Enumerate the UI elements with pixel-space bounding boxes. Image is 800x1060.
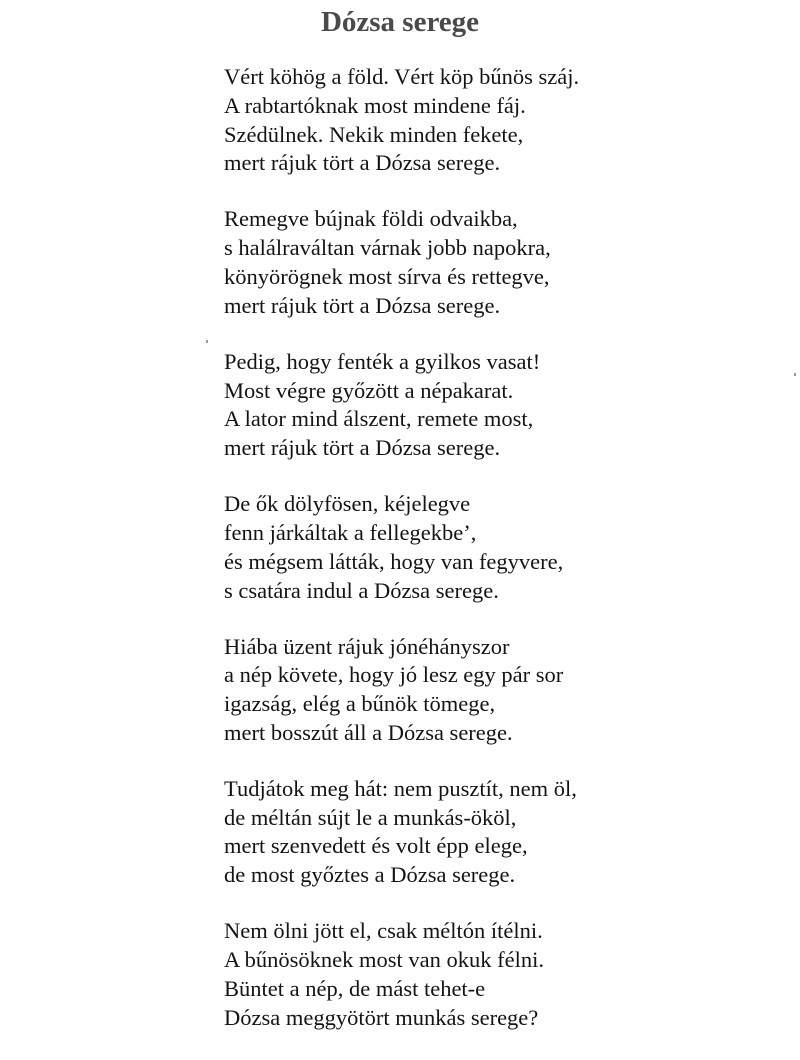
poem-line: mert rájuk tört a Dózsa serege.: [224, 150, 501, 176]
scan-speck: [206, 340, 208, 343]
poem-line: A bűnösöknek most van okuk félni.: [224, 947, 544, 973]
poem-line: Dózsa meggyötört munkás serege?: [224, 1004, 539, 1030]
stanza-7: [224, 917, 784, 1032]
poem-line: De ők dölyfösen, kéjelegve: [224, 491, 471, 517]
poem-line: Tudjátok meg hát: nem pusztít, nem öl,: [224, 775, 577, 801]
poem-line: Most végre győzött a népakarat.: [224, 377, 514, 403]
poem-title: Dózsa serege: [320, 6, 480, 38]
poem-line: igazság, elég a bűnök tömege,: [224, 691, 496, 717]
poem-line: fenn járkáltak a fellegekbe’,: [224, 519, 477, 545]
poem-line: s csatára indul a Dózsa serege.: [224, 577, 499, 603]
stanza-6: [224, 775, 784, 890]
stanza-4: [224, 490, 784, 605]
poem-line: Hiába üzent rájuk jónéhányszor: [224, 633, 510, 659]
poem-body: [224, 63, 784, 1060]
poem-line: mert szenvedett és volt épp elege,: [224, 833, 528, 859]
poem-line: és mégsem látták, hogy van fegyvere,: [224, 548, 564, 574]
poem-line: mert rájuk tört a Dózsa serege.: [224, 292, 501, 318]
poem-line: A lator mind álszent, remete most,: [224, 406, 534, 432]
poem-line: Remegve bújnak földi odvaikba,: [224, 206, 518, 232]
stanza-1: [224, 63, 784, 178]
stanza-5: [224, 633, 784, 748]
poem-line: könyörögnek most sírva és rettegve,: [224, 263, 550, 289]
poem-line: Pedig, hogy fenték a gyilkos vasat!: [224, 348, 541, 374]
poem-line: Nem ölni jött el, csak méltón ítélni.: [224, 918, 543, 944]
poem-line: s halálraváltan várnak jobb napokra,: [224, 235, 551, 261]
stanza-2: [224, 205, 784, 320]
poem-line: de méltán sújt le a munkás-ököl,: [224, 804, 517, 830]
poem-line: A rabtartóknak most mindene fáj.: [224, 92, 526, 118]
stanza-3: [224, 348, 784, 463]
poem-line: Büntet a nép, de mást tehet-e: [224, 975, 486, 1001]
poem-line: mert rájuk tört a Dózsa serege.: [224, 435, 501, 461]
scan-speck: [794, 373, 796, 376]
poem-line: Vért köhög a föld. Vért köp bűnös száj.: [224, 64, 580, 89]
poem-line: a nép követe, hogy jó lesz egy pár sor: [224, 662, 564, 688]
poem-line: mert bosszút áll a Dózsa serege.: [224, 719, 513, 745]
poem-line: de most győztes a Dózsa serege.: [224, 862, 516, 888]
poem-line: Szédülnek. Nekik minden fekete,: [224, 121, 524, 147]
